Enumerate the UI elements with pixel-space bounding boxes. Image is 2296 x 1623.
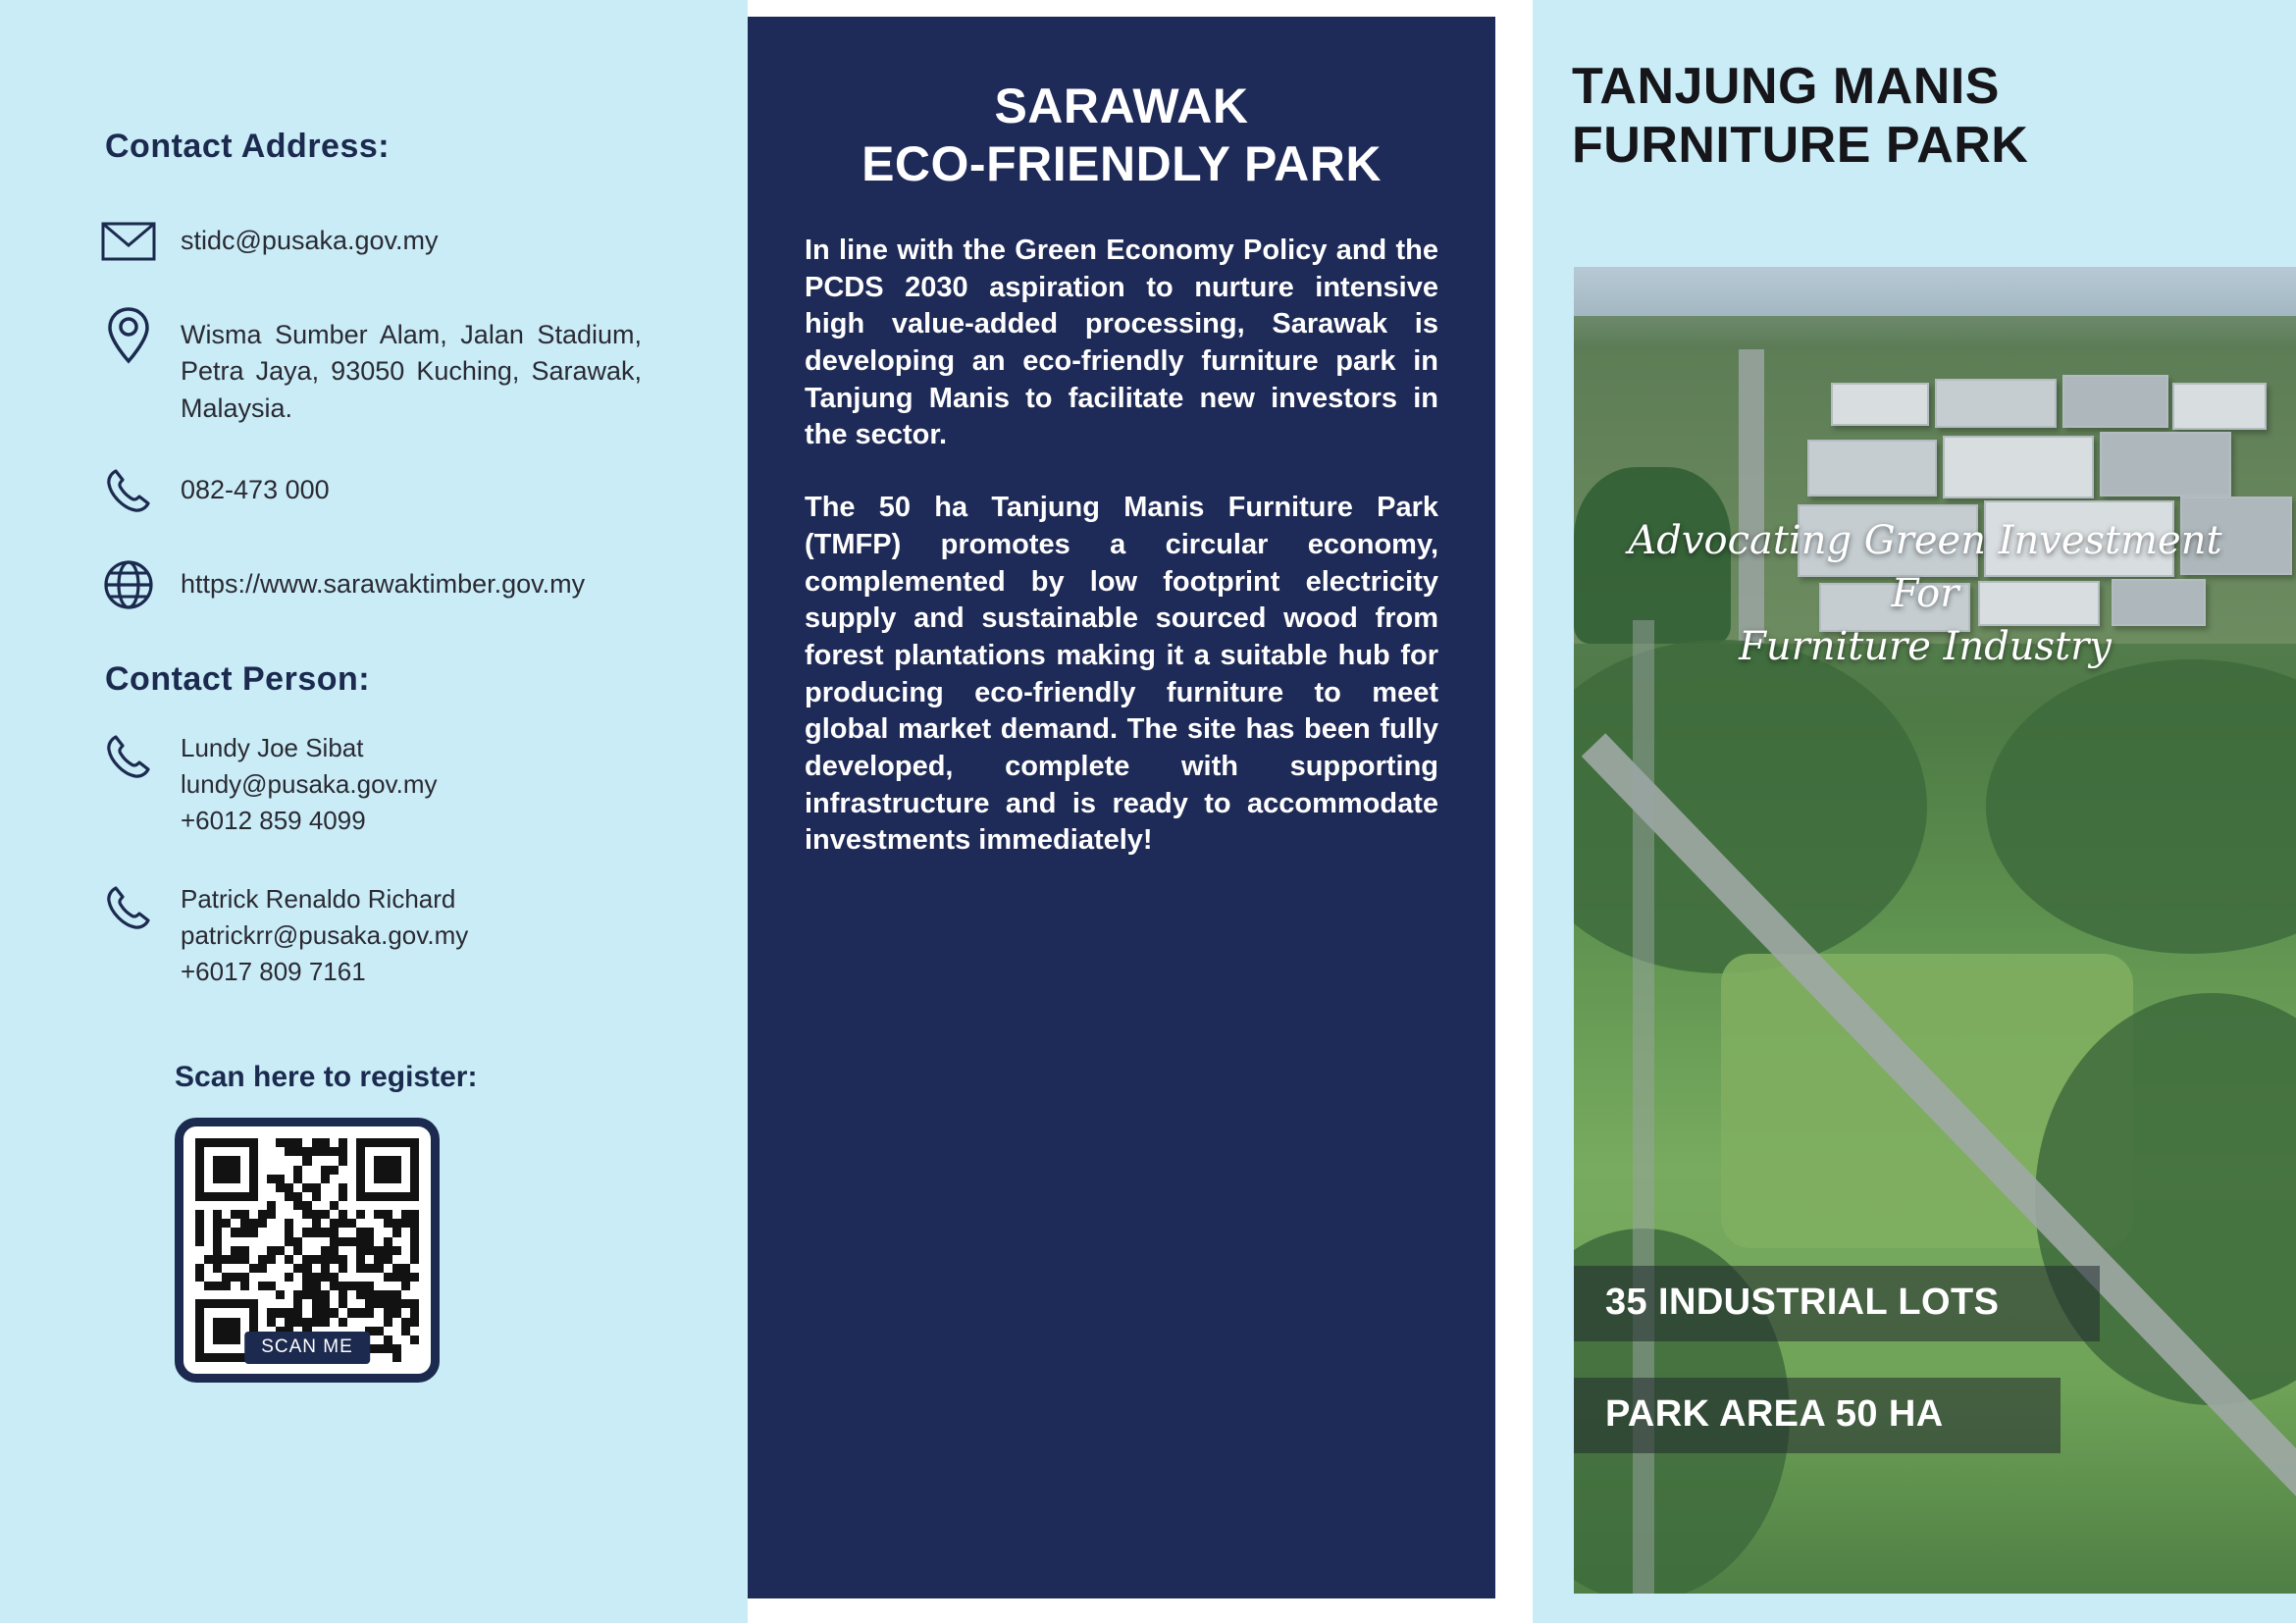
contact-phone-text[interactable]: 082-473 000 [181, 474, 330, 504]
globe-icon [98, 554, 159, 615]
contact-address-text: Wisma Sumber Alam, Jalan Stadium, Petra Jaya, 93050 Kuching, Sarawak, Malaysia. [181, 320, 642, 423]
photo-caption [1621, 514, 2229, 673]
eco-park-title [805, 78, 1438, 193]
contact-row-website [98, 554, 659, 615]
photo-caption-line1: Advocating Green Investment For [1628, 518, 2222, 616]
aerial-photo [1574, 267, 2296, 1594]
contact-row-phone [98, 460, 659, 521]
contact-row-address [98, 305, 659, 427]
person-1-phone[interactable]: +6012 859 4099 [181, 805, 366, 835]
person-1-name: Lundy Joe Sibat [181, 732, 364, 762]
person-2-phone[interactable]: +6017 809 7161 [181, 957, 366, 987]
eco-park-paragraph-1: In line with the Green Economy Policy and the PCDS 2030 aspiration to nurture intensive high value-added processing, Sarawak is developing an eco-friendly furniture park in Tanjung Manis to facilitate new investors in the sector. [805, 235, 1438, 451]
contact-panel [0, 0, 748, 1623]
eco-park-paragraph-2: The 50 ha Tanjung Manis Furniture Park (TMFP) promotes a circular economy, complemented by low footprint electricity supply and sustainable sourced wood from forest plantations making it a suitable hub for producing eco-friendly furniture to meet global market demand. The site has been fully developed, complete with supporting infrastructure and is ready to accommodate investments immediately! [805, 492, 1438, 857]
envelope-icon [98, 211, 159, 272]
cover-title-line1: TANJUNG MANIS [1572, 58, 2000, 115]
phone-icon [98, 877, 159, 938]
phone-icon [98, 726, 159, 787]
contact-address-heading: Contact Address: [105, 128, 391, 165]
person-2-name: Patrick Renaldo Richard [181, 884, 456, 915]
contact-person-heading: Contact Person: [105, 659, 371, 698]
eco-park-card [748, 17, 1495, 1598]
qr-code[interactable] [175, 1118, 440, 1383]
contact-person-1 [98, 726, 659, 839]
person-1-email[interactable]: lundy@pusaka.gov.my [181, 768, 438, 799]
qr-code-matrix [195, 1138, 419, 1362]
contact-email-text[interactable]: stidc@pusaka.gov.my [181, 226, 439, 255]
contact-row-email [98, 211, 659, 272]
person-2-email[interactable]: patrickrr@pusaka.gov.my [181, 920, 469, 951]
eco-park-title-line2: ECO-FRIENDLY PARK [861, 136, 1382, 191]
middle-panel [748, 0, 1533, 1623]
cover-panel [1533, 0, 2296, 1623]
contact-website-text[interactable]: https://www.sarawaktimber.gov.my [181, 568, 586, 599]
cover-title [1572, 57, 2259, 176]
eco-park-title-line1: SARAWAK [994, 79, 1249, 133]
cover-title-line2: FURNITURE PARK [1572, 117, 2029, 175]
photo-forest-right [1986, 659, 2296, 954]
contact-person-2 [98, 877, 659, 990]
photo-caption-line2: Furniture Industry [1739, 624, 2112, 669]
stat-industrial-lots: 35 INDUSTRIAL LOTS [1574, 1266, 2100, 1341]
phone-icon [98, 460, 159, 521]
scan-here-label: Scan here to register: [175, 1061, 478, 1094]
location-pin-icon [98, 305, 159, 366]
stat-park-area: PARK AREA 50 HA [1574, 1378, 2061, 1453]
scan-me-badge: SCAN ME [244, 1332, 370, 1364]
